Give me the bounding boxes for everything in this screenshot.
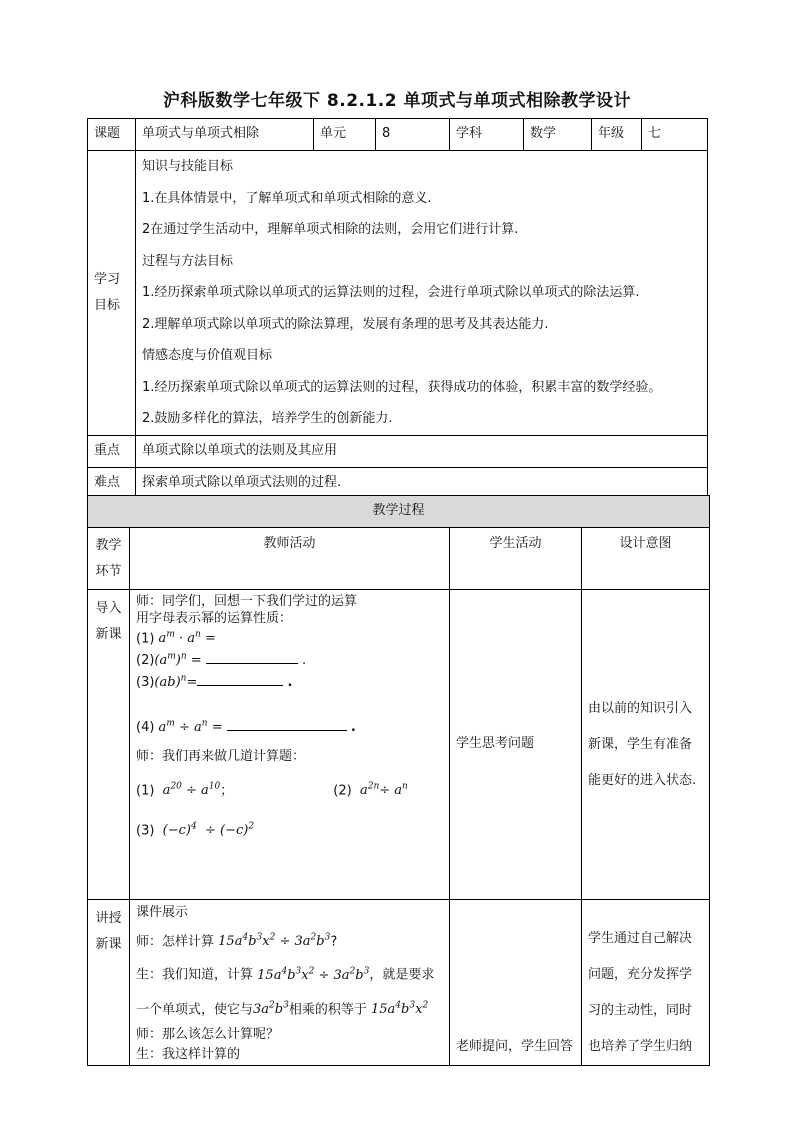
lecture-line: 师：怎样计算 $15a^4b^3x^2 \div 3a^2b^3$? (136, 933, 338, 950)
objectives-list (136, 151, 708, 436)
key-point-value: 单项式除以单项式的法则及其应用 (136, 435, 708, 467)
objective-item: 情感态度与价值观目标 (142, 348, 273, 363)
formula-line: $(2)(a^m)^n$ = . (136, 651, 307, 668)
course-label: 课题 (88, 119, 136, 151)
objective-item: 1.经历探索单项式除以单项式的运算法则的过程，获得成功的体验，积累丰富的数学经验。 (142, 379, 662, 395)
lecture-design-intent: 学生通过自己解决问题，充分发挥学习的主动性，同时也培养了学生归纳 (582, 900, 710, 1066)
formula-line: (3)(ab)$^n$= . (136, 673, 293, 690)
student-column-header: 学生活动 (450, 528, 582, 590)
subject-label: 学科 (450, 119, 524, 151)
design-column-header: 设计意图 (582, 528, 710, 590)
stage-column-header: 教学 环节 (88, 528, 130, 590)
key-point-label: 重点 (88, 435, 136, 467)
intro-design-intent: 由以前的知识引入新课，学生有准备能更好的进入状态. (582, 590, 710, 900)
objective-item: 2.鼓励多样化的算法，培养学生的创新能力. (142, 411, 393, 426)
objectives-label: 学习 目标 (88, 151, 136, 436)
lecture-teacher-activity: 课件展示 师：怎样计算 $15a^4b^3x^2 \div 3a^2b^3$? 生：我们知道，计算 $15a^4b^3x^2 \div 3a^2b^3$，就是要求 一个单项式，使它与$3a^2b^3$相乘的积等于 $15a^4b^3x^2$ 师：那么该怎么计算呢？ 生：我这样计算的 (130, 900, 450, 1066)
intro-teacher-activity: 师：同学们，回想一下我们学过的运算 用字母表示幂的运算性质： (1) $a^m \cdot a^n$ = $(2)(a^m)^n$ = . (3)(ab)$^n$= . (4) $a^m \div a^n$ = . 师：我们再来做几道计算题： (1) $a^{20} \div a^{10}$； (2) $a^{2n}\div a^n$ (3) $(-c)^4 \div (-c)^2$ (130, 590, 450, 900)
objective-item: 知识与技能目标 (142, 159, 234, 174)
course-value: 单项式与单项式相除 (136, 119, 314, 151)
intro-stage: 导入 新课 (88, 590, 130, 900)
difficulty-value: 探索单项式除以单项式法则的过程. (136, 467, 708, 499)
problem-line: (1) $a^{20} \div a^{10}$； (2) $a^{2n}\div a^n$ (136, 781, 408, 798)
unit-value: 8 (376, 119, 450, 151)
formula-line: (4) $a^m \div a^n$ = . (136, 718, 356, 735)
subject-value: 数学 (524, 119, 592, 151)
info-table (87, 118, 708, 500)
document-title: 沪科版数学七年级下 8.2.1.2 单项式与单项式相除教学设计 (162, 91, 632, 111)
unit-label: 单元 (314, 119, 376, 151)
teacher-column-header: 教师活动 (130, 528, 450, 590)
intro-student-activity: 学生思考问题 (450, 590, 582, 900)
lecture-stage: 讲授 新课 (88, 900, 130, 1066)
lecture-student-activity: 老师提问，学生回答 (450, 900, 582, 1066)
process-table (87, 495, 710, 1066)
objective-item: 2.理解单项式除以单项式的除法算理，发展有条理的思考及其表达能力. (142, 316, 549, 332)
formula-line: (1) $a^m \cdot a^n$ = (136, 629, 216, 647)
objective-item: 1.经历探索单项式除以单项式的运算法则的过程，会进行单项式除以单项式的除法运算. (142, 285, 640, 300)
grade-value: 七 (642, 119, 708, 151)
problem-line: (3) $(-c)^4 \div (-c)^2$ (136, 821, 255, 839)
lecture-line: 一个单项式，使它与$3a^2b^3$相乘的积等于 $15a^4b^3x^2$ (136, 1000, 429, 1017)
grade-label: 年级 (592, 119, 642, 151)
objective-item: 1.在具体情景中，了解单项式和单项式相除的意义. (142, 190, 432, 206)
lecture-line: 生：我们知道，计算 $15a^4b^3x^2 \div 3a^2b^3$，就是要求 (136, 966, 435, 983)
objective-item: 2在通过学生活动中，理解单项式相除的法则，会用它们进行计算. (142, 222, 519, 237)
objective-item: 过程与方法目标 (142, 253, 234, 269)
process-header: 教学过程 (88, 496, 710, 528)
difficulty-label: 难点 (88, 467, 136, 499)
